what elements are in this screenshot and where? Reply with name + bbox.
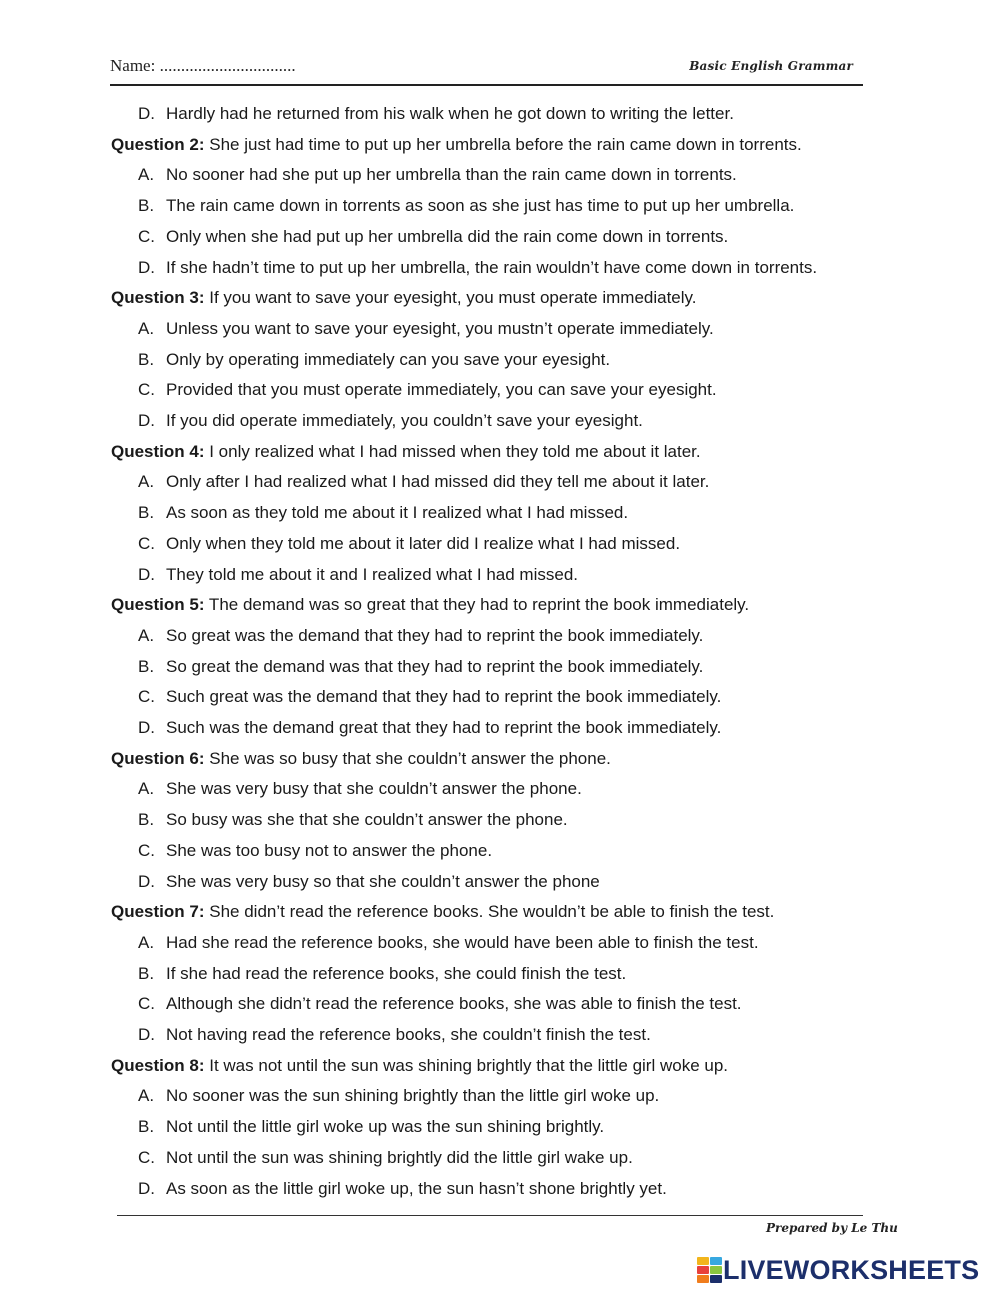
question-stem [111,594,749,616]
option-letter: D. [138,871,155,891]
option-letter: D. [138,411,155,430]
answer-option [138,1085,659,1107]
option-letter: B. [138,196,155,216]
question-stem [111,901,774,923]
answer-option [138,471,709,493]
option-letter: C. [138,687,155,707]
question-label: Question 5: [111,595,205,615]
option-letter: A. [138,165,155,185]
answer-option [138,871,600,893]
option-letter: A. [138,625,155,645]
answer-option [138,379,717,401]
question-text: If you want to save your eyesight, you must operate immediately. [204,288,697,308]
option-text: Such was the demand great that they had to reprint the book immediately. [166,718,722,737]
option-letter: D. [138,1178,155,1198]
logo-block [697,1257,709,1265]
answer-option [138,717,721,739]
answer-option [138,257,817,279]
logo-block [710,1275,722,1283]
question-label: Question 8: [111,1055,205,1075]
option-letter: B. [138,503,155,523]
option-letter: B. [138,1117,155,1137]
option-text: No sooner was the sun shining brightly than the little girl woke up. [166,1086,660,1106]
answer-option [138,1024,651,1046]
option-letter: D. [138,104,155,123]
question-label: Question 3: [111,288,205,308]
option-letter: B. [138,656,155,676]
option-letter: C. [138,533,155,553]
option-text: She was too busy not to answer the phone. [166,840,493,860]
answer-option [138,564,578,586]
option-text: Such great was the demand that they had to reprint the book immediately. [166,687,722,707]
answer-option [138,103,734,125]
answer-option [138,502,628,524]
question-text: She was so busy that she couldn’t answer the phone. [204,748,611,768]
answer-option [138,318,714,340]
option-letter: A. [138,1086,155,1106]
option-letter: B. [138,963,155,983]
author-credit: Prepared by Le Thu [766,1221,898,1235]
question-stem [111,441,701,463]
book-title: Basic English Grammar [689,59,853,73]
option-text: If you did operate immediately, you couldn’t save your eyesight. [166,411,643,430]
option-text: Hardly had he returned from his walk when he got down to writing the letter. [166,104,734,123]
answer-option [138,656,703,678]
option-text: Only when she had put up her umbrella did the rain come down in torrents. [166,226,729,246]
option-letter: B. [138,349,155,369]
logo-block [697,1275,709,1283]
question-stem [111,748,611,770]
answer-option [138,410,643,432]
question-stem [111,134,802,156]
option-text: She was very busy that she couldn’t answer the phone. [166,779,582,799]
option-text: The rain came down in torrents as soon as she just has time to put up her umbrella. [166,196,795,216]
option-letter: A. [138,472,155,492]
option-text: If she hadn’t time to put up her umbrella, the rain wouldn’t have come down in torrents. [166,257,818,277]
question-label: Question 2: [111,134,205,154]
answer-option [138,349,610,371]
option-letter: A. [138,318,155,338]
option-text: Not until the little girl woke up was the sun shining brightly. [166,1117,605,1137]
option-text: They told me about it and I realized what I had missed. [166,564,579,584]
question-text: She didn’t read the reference books. She wouldn’t be able to finish the test. [204,902,775,922]
answer-option [138,625,703,647]
option-letter: C. [138,994,155,1014]
option-text: Although she didn’t read the reference books, she was able to finish the test. [166,994,742,1014]
answer-option [138,963,626,985]
option-letter: D. [138,1025,155,1044]
question-stem [111,1055,728,1077]
answer-option [138,686,721,708]
option-letter: D. [138,257,155,277]
answer-option [138,533,680,555]
answer-option [138,1147,633,1169]
option-text: Only after I had realized what I had missed did they tell me about it later. [166,472,710,492]
option-text: Not having read the reference books, she couldn’t finish the test. [166,1025,651,1044]
option-text: Unless you want to save your eyesight, you mustn’t operate immediately. [166,318,714,338]
option-letter: C. [138,380,155,400]
option-text: Had she read the reference books, she would have been able to finish the test. [166,932,759,952]
option-letter: C. [138,1147,155,1167]
logo-block [710,1266,722,1274]
question-text: I only realized what I had missed when they told me about it later. [204,441,701,461]
option-text: So busy was she that she couldn’t answer the phone. [166,810,568,830]
answer-option [138,1178,667,1200]
option-letter: C. [138,226,155,246]
option-text: No sooner had she put up her umbrella than the rain came down in torrents. [166,165,737,185]
logo-block [697,1266,709,1274]
answer-option [138,1116,604,1138]
answer-option [138,226,728,248]
answer-option [138,932,759,954]
option-letter: A. [138,779,155,799]
liveworksheets-logo-icon [697,1257,721,1283]
page-header [110,56,863,86]
option-text: If she had read the reference books, she could finish the test. [166,963,627,983]
answer-option [138,778,582,800]
option-text: As soon as the little girl woke up, the sun hasn’t shone brightly yet. [166,1178,667,1198]
option-letter: A. [138,932,155,952]
option-text: Only when they told me about it later did I realize what I had missed. [166,533,681,553]
option-text: So great the demand was that they had to reprint the book immediately. [166,656,704,676]
option-letter: B. [138,810,155,830]
option-text: So great was the demand that they had to reprint the book immediately. [166,625,704,645]
answer-option [138,164,737,186]
option-text: As soon as they told me about it I realized what I had missed. [166,503,629,523]
option-text: She was very busy so that she couldn’t answer the phone [166,871,600,891]
option-text: Not until the sun was shining brightly did the little girl wake up. [166,1147,633,1167]
option-letter: D. [138,564,155,584]
question-text: The demand was so great that they had to reprint the book immediately. [204,595,750,615]
answer-option [138,993,742,1015]
option-letter: C. [138,840,155,860]
logo-block [710,1257,722,1265]
answer-option [138,809,568,831]
question-text: She just had time to put up her umbrella before the rain came down in torrents. [204,134,802,154]
liveworksheets-logo [697,1255,979,1285]
question-text: It was not until the sun was shining brightly that the little girl woke up. [204,1055,729,1075]
question-label: Question 4: [111,441,205,461]
option-letter: D. [138,718,155,737]
logo-text: LIVEWORKSHEETS [723,1254,980,1285]
option-text: Provided that you must operate immediately, you can save your eyesight. [166,380,717,400]
answer-option [138,840,492,862]
question-stem [111,287,697,309]
question-label: Question 6: [111,748,205,768]
name-field-label: Name: ................................ [110,56,296,75]
footer-divider [117,1215,863,1216]
answer-option [138,195,794,217]
question-label: Question 7: [111,902,205,922]
option-text: Only by operating immediately can you save your eyesight. [166,349,611,369]
